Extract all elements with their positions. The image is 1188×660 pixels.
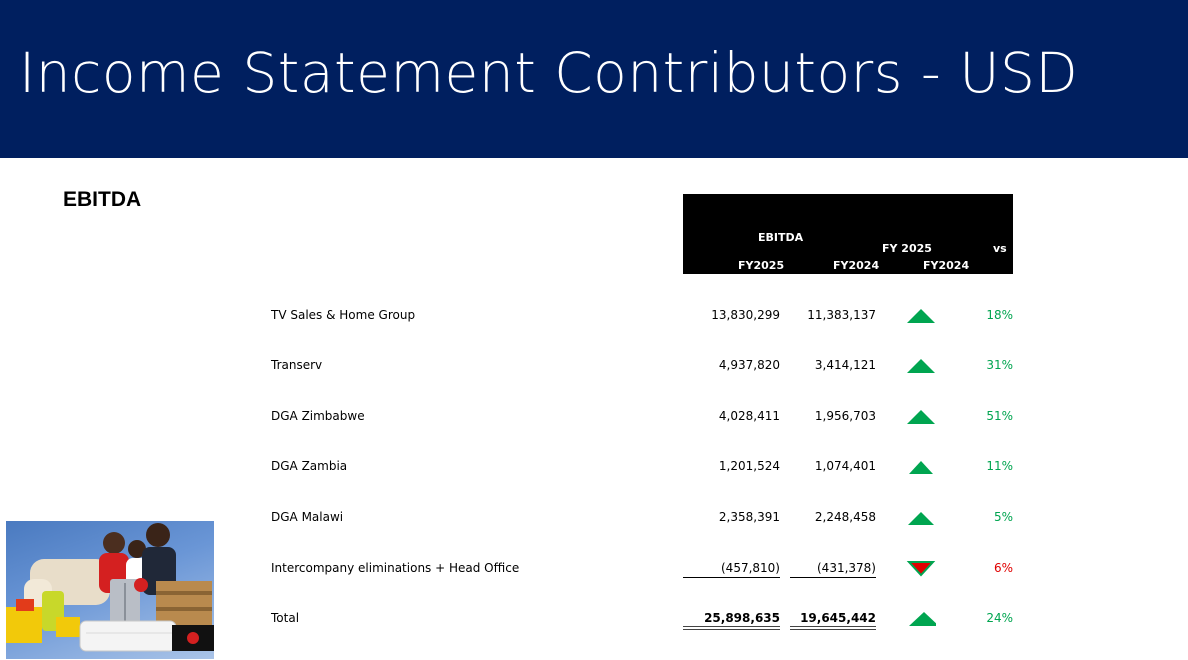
- promo-photo: [6, 521, 214, 659]
- row-fy2025: 25,898,635: [704, 611, 780, 625]
- row-label: DGA Zimbabwe: [271, 409, 365, 423]
- down-triangle-icon: [906, 561, 936, 577]
- header-comparison-vs: vs: [993, 242, 1007, 255]
- row-change: 6%: [993, 561, 1013, 575]
- up-triangle-icon: [906, 409, 936, 425]
- row-label: DGA Zambia: [271, 459, 348, 473]
- row-fy2024: 3,414,121: [814, 358, 876, 372]
- header-fy2025: FY2025: [738, 259, 785, 272]
- row-fy2025: 4,937,820: [718, 358, 780, 372]
- row-fy2024: 1,074,401: [814, 459, 876, 473]
- up-triangle-icon: [906, 459, 936, 475]
- row-fy2025: 2,358,391: [718, 510, 780, 524]
- row-label: Transerv: [271, 358, 323, 372]
- up-triangle-icon: [906, 358, 936, 374]
- row-fy2024: 2,248,458: [814, 510, 876, 524]
- row-fy2025: 13,830,299: [711, 308, 780, 322]
- row-change: 5%: [993, 510, 1013, 524]
- row-fy2025: 1,201,524: [718, 459, 780, 473]
- row-fy2024: (431,378): [817, 561, 876, 575]
- row-fy2024: 1,956,703: [814, 409, 876, 423]
- subtotal-line-fy2024: [790, 577, 876, 578]
- table-header: [683, 194, 1013, 274]
- row-label: DGA Malawi: [271, 510, 344, 524]
- row-fy2025: (457,810): [721, 561, 780, 575]
- total-double-underline-fy2025: [683, 626, 780, 630]
- row-label: Total: [271, 611, 300, 625]
- up-triangle-icon: [906, 308, 936, 324]
- header-fy2024: FY2024: [833, 259, 880, 272]
- section-title: EBITDA: [63, 188, 142, 211]
- row-change: 51%: [986, 409, 1013, 423]
- header-comparison-bottom: FY2024: [923, 259, 970, 272]
- row-change: 31%: [986, 358, 1013, 372]
- row-change: 11%: [986, 459, 1013, 473]
- subtotal-line-fy2025: [683, 577, 780, 578]
- up-triangle-icon: [906, 510, 936, 526]
- header-group-label: EBITDA: [758, 231, 804, 244]
- table-row: [0, 455, 1188, 479]
- total-double-underline-fy2024: [790, 626, 876, 630]
- row-fy2024: 11,383,137: [807, 308, 876, 322]
- table-row: [0, 354, 1188, 378]
- row-fy2025: 4,028,411: [718, 409, 780, 423]
- title-banner: [0, 0, 1188, 158]
- row-label: Intercompany eliminations + Head Office: [271, 561, 520, 575]
- up-triangle-icon: [906, 611, 936, 627]
- table-row: [0, 304, 1188, 328]
- header-comparison-top: FY 2025: [882, 242, 932, 255]
- table-row: [0, 405, 1188, 429]
- page-title: Income Statement Contributors - USD: [19, 41, 1079, 105]
- promo-photo-illustration: [6, 521, 214, 659]
- row-change: 24%: [986, 611, 1013, 625]
- row-label: TV Sales & Home Group: [271, 308, 416, 322]
- row-change: 18%: [986, 308, 1013, 322]
- row-fy2024: 19,645,442: [800, 611, 876, 625]
